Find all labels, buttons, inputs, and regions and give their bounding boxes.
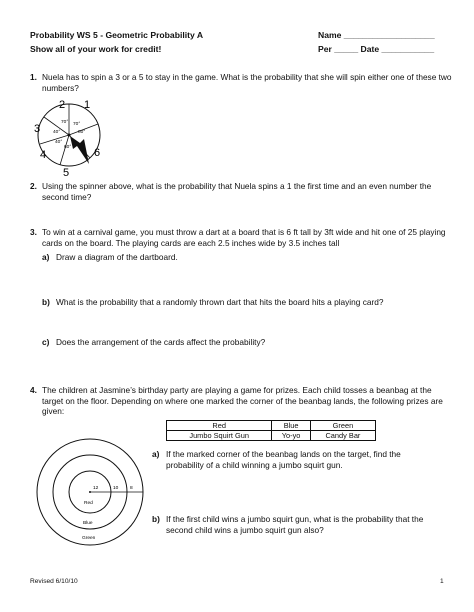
q4b-label: b): [152, 514, 160, 524]
prize-name-cell: Yo-yo: [272, 431, 311, 441]
q3b-text: What is the probability that a randomly thrown dart that hits the board hits a playing card?: [56, 297, 384, 307]
q3a-text: Draw a diagram of the dartboard.: [56, 252, 178, 262]
q3b-label: b): [42, 297, 50, 307]
spinner-angle: 80°: [78, 130, 86, 135]
per-date-field[interactable]: Per _____ Date ___________: [318, 44, 435, 54]
q1-number: 1.: [30, 72, 37, 82]
q2-text: Using the spinner above, what is the probability that Nuela spins a 1 the first time and an even number the second time?: [42, 181, 432, 202]
ring-label-red: Red: [84, 501, 93, 506]
prize-table-prize-row: [167, 431, 376, 441]
prize-table: [166, 420, 376, 441]
q3-number: 3.: [30, 227, 37, 237]
spinner-label-6: 6: [94, 147, 101, 159]
prize-name-cell: Jumbo Squirt Gun: [167, 431, 272, 441]
spinner-angle: 60°: [64, 145, 72, 150]
radius-label: 12: [93, 486, 99, 491]
spinner-label-3: 3: [34, 123, 41, 135]
spinner-label-1: 1: [84, 99, 91, 111]
radius-label: 10: [113, 486, 119, 491]
q4a-label: a): [152, 449, 160, 459]
spinner-pivot: [68, 134, 71, 137]
q4-text: The children at Jasmine’s birthday party are playing a game for prizes. Each child tosses a beanbag at the target on the floor. Depending on where one marked the corner of the beanbag lands, the following prizes are given:: [42, 385, 443, 417]
q3a-label: a): [42, 252, 50, 262]
worksheet-title: Probability WS 5 - Geometric Probability A: [30, 30, 204, 40]
q4-number: 4.: [30, 385, 37, 395]
prize-name-cell: Candy Bar: [310, 431, 375, 441]
spinner-angle: 40°: [53, 130, 61, 135]
q3-text: To win at a carnival game, you must throw a dart at a board that is 6 ft tall by 3ft wide and hit one of 25 playing cards on the board. The playing cards are each 2.5 inches wide by 3.5 inches tall: [42, 227, 446, 248]
target-center: [89, 491, 91, 493]
revision-date: Revised 6/10/10: [30, 578, 78, 585]
radius-label: 8: [130, 486, 133, 491]
q4b-text: If the first child wins a jumbo squirt gun, what is the probability that the second child wins a jumbo squirt gun also?: [166, 514, 424, 535]
q1-text: Nuela has to spin a 3 or a 5 to stay in the game. What is the probability that she will spin either one of these two numbers?: [42, 72, 452, 93]
prize-color-cell: Blue: [272, 421, 311, 431]
q3c-text: Does the arrangement of the cards affect the probability?: [56, 337, 266, 347]
q4a-text: If the marked corner of the beanbag lands on the target, find the probability of a child winning a jumbo squirt gun.: [166, 449, 401, 470]
target-diagram: [32, 437, 148, 549]
spinner-angle: 70°: [73, 122, 81, 127]
spinner-label-4: 4: [40, 149, 47, 161]
spinner-label-2: 2: [59, 99, 66, 111]
spinner-angle: 70°: [61, 120, 69, 125]
instructions: Show all of your work for credit!: [30, 44, 162, 54]
name-field[interactable]: Name ___________________: [318, 30, 435, 40]
prize-table-color-row: [167, 421, 376, 431]
ring-label-green: Green: [82, 536, 96, 541]
q3c-label: c): [42, 337, 50, 347]
prize-color-cell: Green: [310, 421, 375, 431]
spinner-arrow: [70, 136, 89, 164]
ring-label-blue: Blue: [83, 521, 93, 526]
spinner-label-5: 5: [63, 167, 70, 176]
spinner-angle: 40°: [55, 140, 63, 145]
page-number: 1: [440, 578, 444, 585]
prize-color-cell: Red: [167, 421, 272, 431]
spinner-diagram: [28, 94, 108, 176]
q2-number: 2.: [30, 181, 37, 191]
